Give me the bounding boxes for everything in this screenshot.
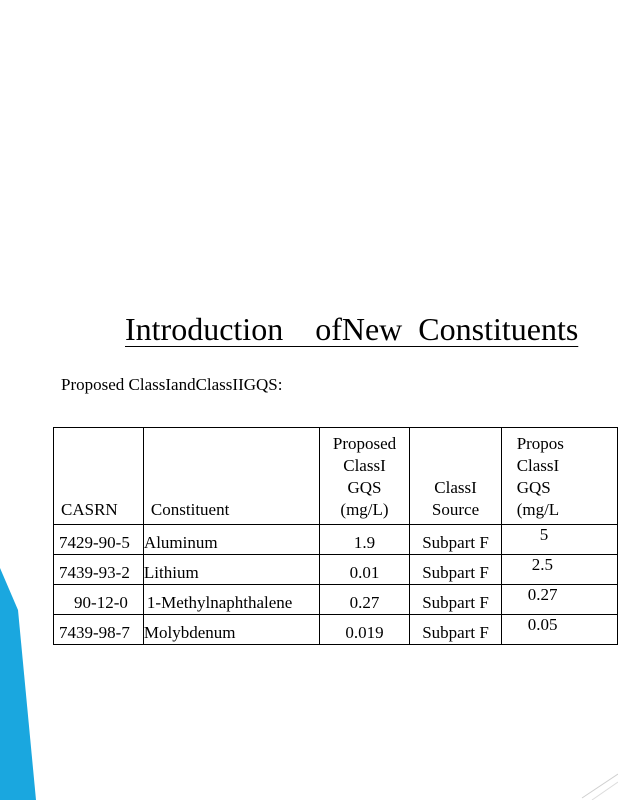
header-class-i-gqs: Proposed ClassI GQS (mg/L) bbox=[319, 428, 410, 525]
table-caption: Proposed ClassIandClassIIGQS: bbox=[61, 375, 283, 394]
cell-constituent: 1-Methylnaphthalene bbox=[143, 585, 319, 615]
cell-class-i-gqs: 0.019 bbox=[319, 615, 410, 645]
accent-shape-left bbox=[0, 0, 40, 800]
cell-casrn: 7429-90-5 bbox=[54, 525, 144, 555]
table-row bbox=[54, 525, 618, 555]
header-class-i-source: ClassI Source bbox=[410, 428, 501, 525]
cell-constituent: Lithium bbox=[143, 555, 319, 585]
cell-class-i-gqs: 0.01 bbox=[319, 555, 410, 585]
header-class-ii-gqs: Propos ClassI GQS (mg/L bbox=[501, 428, 617, 525]
cell-constituent: Aluminum bbox=[143, 525, 319, 555]
cell-source: Subpart F bbox=[410, 525, 501, 555]
cell-source: Subpart F bbox=[410, 615, 501, 645]
cell-class-i-gqs: 0.27 bbox=[319, 585, 410, 615]
cell-class-ii-gqs: 2.5 bbox=[501, 555, 617, 585]
corner-line-decoration bbox=[578, 770, 618, 800]
cell-source: Subpart F bbox=[410, 585, 501, 615]
cell-casrn: 7439-93-2 bbox=[54, 555, 144, 585]
table-row bbox=[54, 585, 618, 615]
table-header-row bbox=[54, 428, 618, 525]
cell-source: Subpart F bbox=[410, 555, 501, 585]
table-row bbox=[54, 615, 618, 645]
header-constituent: Constituent bbox=[143, 428, 319, 525]
gqs-table bbox=[53, 427, 618, 645]
slide-title: Introduction ofNew Constituents bbox=[125, 311, 579, 347]
cell-casrn: 90-12-0 bbox=[54, 585, 144, 615]
cell-class-ii-gqs: 0.05 bbox=[501, 615, 617, 645]
cell-class-i-gqs: 1.9 bbox=[319, 525, 410, 555]
header-casrn: CASRN bbox=[54, 428, 144, 525]
cell-casrn: 7439-98-7 bbox=[54, 615, 144, 645]
cell-class-ii-gqs: 5 bbox=[501, 525, 617, 555]
cell-class-ii-gqs: 0.27 bbox=[501, 585, 617, 615]
cell-constituent: Molybdenum bbox=[143, 615, 319, 645]
table-row bbox=[54, 555, 618, 585]
